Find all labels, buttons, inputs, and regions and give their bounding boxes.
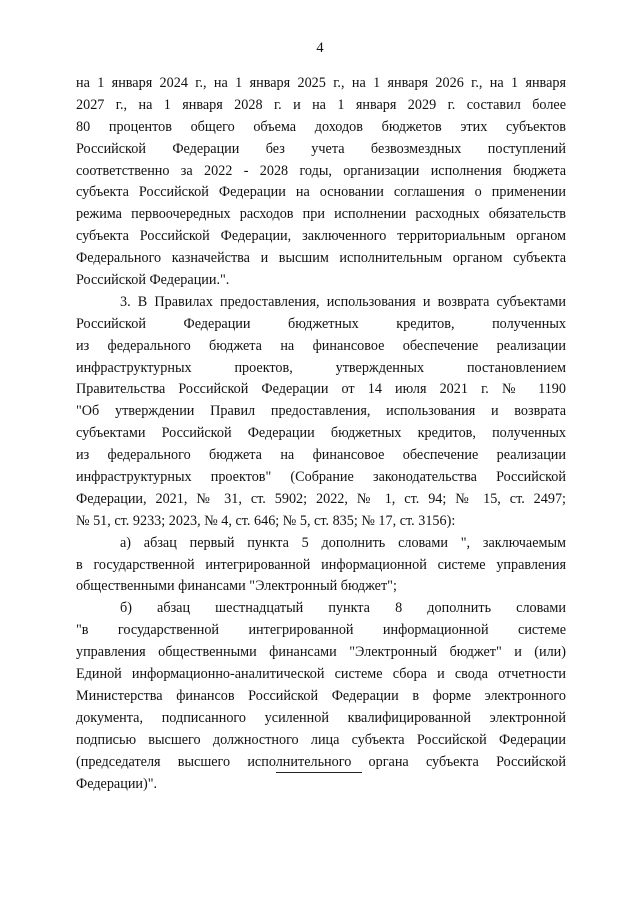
text-line: субъекта Российской Федерации, заключенного территориальным органом bbox=[76, 228, 566, 245]
document-body bbox=[76, 73, 566, 795]
text-line: подписью высшего должностного лица субъекта Российской Федерации bbox=[76, 731, 566, 748]
text-line: а) абзац первый пункта 5 дополнить словами ", заключаемым bbox=[120, 534, 566, 551]
text-line: (председателя высшего исполнительного органа субъекта Российской bbox=[76, 753, 566, 770]
end-divider bbox=[276, 772, 362, 773]
text-line: 2027 г., на 1 января 2028 г. и на 1 января 2029 г. составил более bbox=[76, 96, 566, 113]
text-line: Федерации, 2021, № 31, ст. 5902; 2022, № 1, ст. 94; № 15, ст. 2497; bbox=[76, 490, 566, 507]
text-line: управления общественными финансами "Электронный бюджет" и (или) bbox=[76, 644, 566, 661]
text-line: в государственной интегрированной информационной системе управления bbox=[76, 556, 566, 573]
text-line: режима первоочередных расходов при исполнении расходных обязательств bbox=[76, 206, 566, 223]
text-line: инфраструктурных проектов, утвержденных постановлением bbox=[76, 359, 566, 376]
text-line: "в государственной интегрированной информационной системе bbox=[76, 622, 566, 639]
text-line: 80 процентов общего объема доходов бюджетов этих субъектов bbox=[76, 118, 566, 135]
text-line: Российской Федерации.". bbox=[76, 272, 230, 289]
text-line: Министерства финансов Российской Федерации в форме электронного bbox=[76, 687, 566, 704]
text-line: 3. В Правилах предоставления, использования и возврата субъектами bbox=[120, 293, 566, 310]
text-line: субъектами Российской Федерации бюджетных кредитов, полученных bbox=[76, 425, 566, 442]
text-line: из федерального бюджета на финансовое обеспечение реализации bbox=[76, 447, 566, 464]
text-line: Единой информационно-аналитической системе сбора и свода отчетности bbox=[76, 666, 566, 683]
text-line: Правительства Российской Федерации от 14 июля 2021 г. № 1190 bbox=[76, 381, 566, 398]
text-line: Федерального казначейства и высшим исполнительным органом субъекта bbox=[76, 250, 566, 267]
text-line: "Об утверждении Правил предоставления, использования и возврата bbox=[76, 403, 566, 420]
text-line: № 51, ст. 9233; 2023, № 4, ст. 646; № 5, ст. 835; № 17, ст. 3156): bbox=[76, 512, 456, 529]
text-line: инфраструктурных проектов" (Собрание законодательства Российской bbox=[76, 469, 566, 486]
text-line: Федерации)". bbox=[76, 775, 158, 792]
text-line: субъекта Российской Федерации на основании соглашения о применении bbox=[76, 184, 566, 201]
page-number: 4 bbox=[316, 40, 324, 56]
text-line: общественными финансами "Электронный бюджет"; bbox=[76, 578, 397, 595]
text-line: Российской Федерации без учета безвозмездных поступлений bbox=[76, 140, 566, 157]
text-line: соответственно за 2022 - 2028 годы, организации исполнения бюджета bbox=[76, 162, 566, 179]
text-line: документа, подписанного усиленной квалифицированной электронной bbox=[76, 709, 566, 726]
text-line: из федерального бюджета на финансовое обеспечение реализации bbox=[76, 337, 566, 354]
text-line: б) абзац шестнадцатый пункта 8 дополнить словами bbox=[120, 600, 566, 617]
text-line: на 1 января 2024 г., на 1 января 2025 г., на 1 января 2026 г., на 1 января bbox=[76, 75, 566, 91]
text-line: Российской Федерации бюджетных кредитов, полученных bbox=[76, 315, 566, 332]
